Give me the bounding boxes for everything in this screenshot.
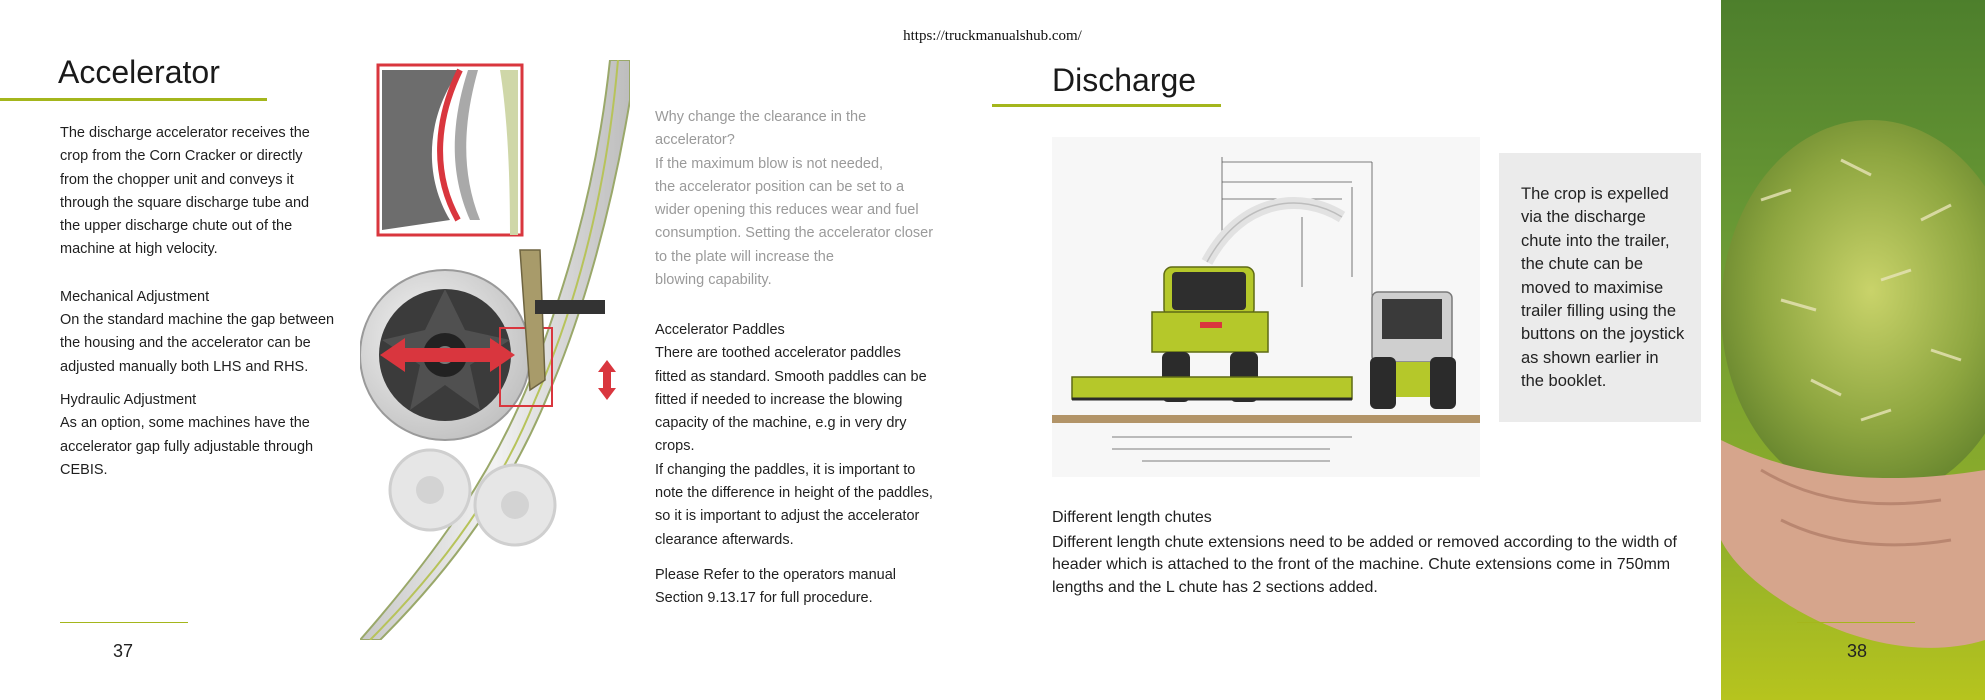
page-number-right: 38 <box>1847 641 1868 661</box>
hydraulic-adjustment-heading: Hydraulic Adjustment <box>60 391 197 408</box>
paddles-section: Accelerator Paddles There are toothed accelerator paddles fitted as standard. Smooth paddles can be fitted if needed to increase the blowing capacity of the machine, e.g in very dry crops. If changing the paddles, it is important to note the difference in height of the paddles, so it is important to adjust the accelerator clearance afterwards. Please Refer to the operators manual Section 9.13.17 for full procedure. <box>655 319 955 611</box>
harvester-dimension-diagram <box>1052 137 1480 477</box>
accelerator-diagram <box>360 60 630 640</box>
mechanical-adjustment-heading: Mechanical Adjustment <box>60 288 210 305</box>
footer-rule-right <box>1797 622 1915 623</box>
accelerator-title-rule <box>0 98 267 101</box>
discharge-callout-text: The crop is expelled via the discharge chute into the trailer, the chute can be moved to maximise trailer filling using the buttons on the joystick as shown earlier in the booklet. <box>1521 185 1685 391</box>
paddles-heading: Accelerator Paddles <box>655 322 785 338</box>
accelerator-intro: The discharge accelerator receives the crop from the Corn Cracker or directly from the chopper unit and conveys it through the square discharge tube and the upper discharge chute out of the machine at high velocity. <box>60 125 310 258</box>
accelerator-text-column <box>60 122 350 482</box>
source-url[interactable]: https://truckmanualshub.com/ <box>903 28 1082 44</box>
footer-rule-left <box>60 622 188 623</box>
discharge-title-rule <box>992 104 1221 107</box>
discharge-callout-box <box>1499 153 1701 422</box>
procedure-reference: Please Refer to the operators manual Section 9.13.17 for full procedure. <box>655 566 896 607</box>
page-number-left: 37 <box>113 641 134 661</box>
silage-photo <box>1721 0 1985 700</box>
tractor-illustration <box>1370 292 1456 409</box>
clearance-explanation: Why change the clearance in the accelerator? If the maximum blow is not needed, the accelerator position can be set to a wider opening this reduces wear and fuel consumption. Setting the accelerator closer to the plate will increase the blowing capability. <box>655 109 934 289</box>
discharge-title: Discharge <box>1052 62 1197 98</box>
accelerator-title: Accelerator <box>58 54 220 90</box>
chutes-section: Different length chutes Different length chute extensions need to be added or removed according to the width of header which is attached to the front of the machine. Chute extensions come in 750mm lengths and the L chute has 2 sections added. <box>1052 507 1712 599</box>
chutes-heading: Different length chutes <box>1052 509 1212 526</box>
hydraulic-adjustment-body: As an option, some machines have the accelerator gap fully adjustable through CEBIS. <box>60 415 314 478</box>
mechanical-adjustment-body: On the standard machine the gap between the housing and the accelerator can be adjusted manually both LHS and RHS. <box>60 312 335 375</box>
vertical-arrow-icon <box>598 360 616 400</box>
